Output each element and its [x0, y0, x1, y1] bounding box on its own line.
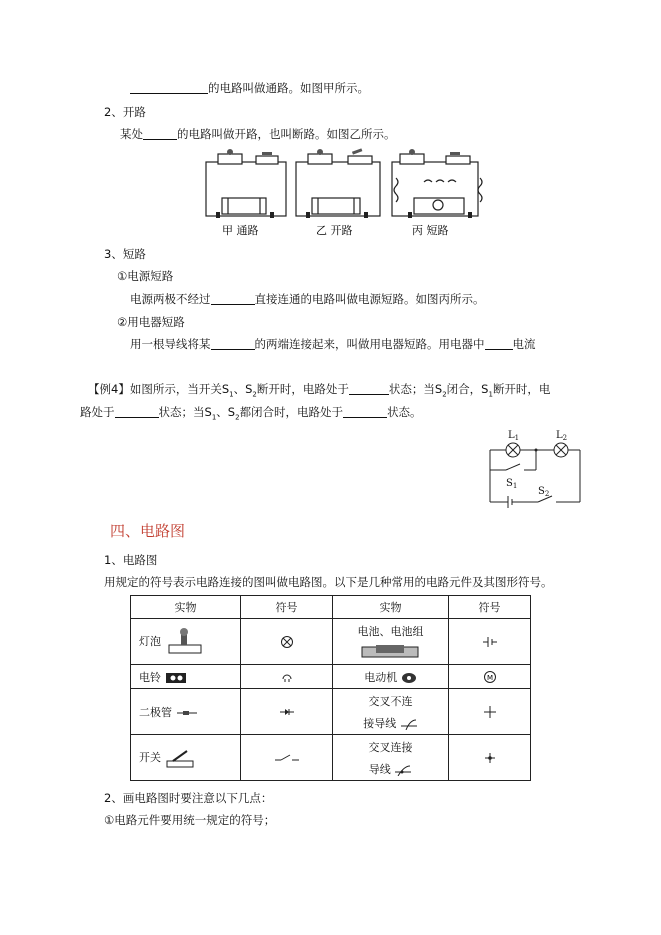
circuit-figure-svg: [200, 148, 490, 240]
answer-blank[interactable]: [485, 337, 513, 350]
table-row: [131, 689, 531, 735]
motor-icon: [401, 672, 417, 684]
item-label-battery: 电池、电池组: [357, 624, 424, 638]
item-label-bell: 电铃: [139, 670, 161, 684]
table-row: [131, 619, 531, 665]
diode-symbol-icon: [279, 707, 295, 717]
svg-text:M: M: [486, 673, 493, 682]
section4-heading: 四、电路图: [110, 522, 186, 540]
tonglu-line: [130, 80, 369, 96]
svg-text:S2: $S_2$: [538, 486, 550, 498]
uncrossed-symbol-icon: [483, 705, 497, 719]
table-row: [131, 735, 531, 781]
answer-blank[interactable]: [143, 127, 177, 140]
bulb-icon: [165, 627, 205, 657]
switch-s1-symbol: [506, 464, 520, 470]
crossed-wire-icon: [394, 764, 412, 776]
answer-blank[interactable]: [349, 382, 389, 395]
crossed-symbol-icon: [483, 751, 497, 765]
table-header: 符号: [449, 596, 531, 619]
example4-line2: 路处于 状态；当$S_1$、$S_2$都闭合时，电路处于 状态。: [80, 405, 422, 422]
svg-text:S1: $S_1$: [506, 478, 518, 490]
table-row: [131, 665, 531, 689]
answer-blank[interactable]: [343, 405, 387, 418]
duanlu-sub2-title: ②用电器短路: [117, 315, 185, 329]
switch-symbol-icon: [274, 753, 300, 763]
figure-label-a: 甲 通路: [222, 224, 259, 237]
duanlu-sub2-line: 用一根导线将某 的两端连接起来，叫做用电器短路。用电器中 电流: [130, 337, 536, 351]
table-header: 实物: [333, 596, 449, 619]
battery-symbol-icon: [482, 636, 498, 648]
item-label-bulb: 灯泡: [139, 634, 161, 648]
example4-line1: 【例4】如图所示，当开关$S_1$、$S_2$断开时，电路处于 状态；当$S_2$闭合，$S_1$断开时，电: [88, 382, 551, 399]
kailu-title: 2、开路: [104, 105, 146, 119]
section4-item1-title: 1、电路图: [104, 553, 158, 567]
item-label-uncrossed: 交叉不连: [368, 694, 413, 708]
figure-label-c: 丙 短路: [412, 224, 449, 237]
section4-item2-title: 2、画电路图时要注意以下几点：: [104, 791, 273, 805]
item-label-motor: 电动机: [364, 670, 398, 684]
switch-icon: [165, 747, 195, 769]
bell-symbol-icon: [281, 671, 293, 683]
symbol-table: [130, 595, 531, 781]
item-label-switch: 开关: [139, 750, 161, 764]
kailu-line: 某处 的电路叫做开路，也叫断路。如图乙所示。: [120, 127, 396, 141]
example4-circuit: [484, 426, 584, 512]
diode-icon: [176, 708, 198, 718]
section4-item2-point1: ①电路元件要用统一规定的符号；: [104, 813, 276, 827]
answer-blank[interactable]: [211, 337, 255, 350]
item-label-crossed-2: 导线: [368, 762, 391, 776]
item-label-uncrossed-2: 接导线: [363, 716, 397, 730]
item-label-crossed: 交叉连接: [368, 740, 413, 754]
svg-text:L2: $L_2$: [556, 430, 568, 442]
table-header: 实物: [131, 596, 241, 619]
duanlu-sub1-title: ①电源短路: [117, 269, 174, 283]
section4-item1-text: 用规定的符号表示电路连接的图叫做电路图。以下是几种常用的电路元件及其图形符号。: [104, 575, 553, 589]
duanlu-sub1-line: 电源两极不经过 直接连通的电路叫做电源短路。如图丙所示。: [130, 292, 485, 306]
battery-icon: [356, 641, 426, 661]
svg-text:L1: $L_1$: [508, 430, 520, 442]
bulb-symbol-icon: [280, 635, 294, 649]
table-header-row: [131, 596, 531, 619]
answer-blank[interactable]: [115, 405, 159, 418]
figure-label-b: 乙 开路: [316, 224, 353, 237]
duanlu-title: 3、短路: [104, 247, 146, 261]
answer-blank[interactable]: [130, 81, 208, 94]
table-header: 符号: [241, 596, 333, 619]
uncrossed-wire-icon: [400, 718, 418, 730]
motor-symbol-icon: [483, 670, 497, 684]
item-label-diode: 二极管: [139, 705, 172, 719]
bell-icon: [165, 672, 187, 684]
tonglu-suffix: 的电路叫做通路。如图甲所示。: [208, 81, 369, 95]
answer-blank[interactable]: [211, 292, 255, 305]
circuit-figure: [200, 148, 490, 240]
